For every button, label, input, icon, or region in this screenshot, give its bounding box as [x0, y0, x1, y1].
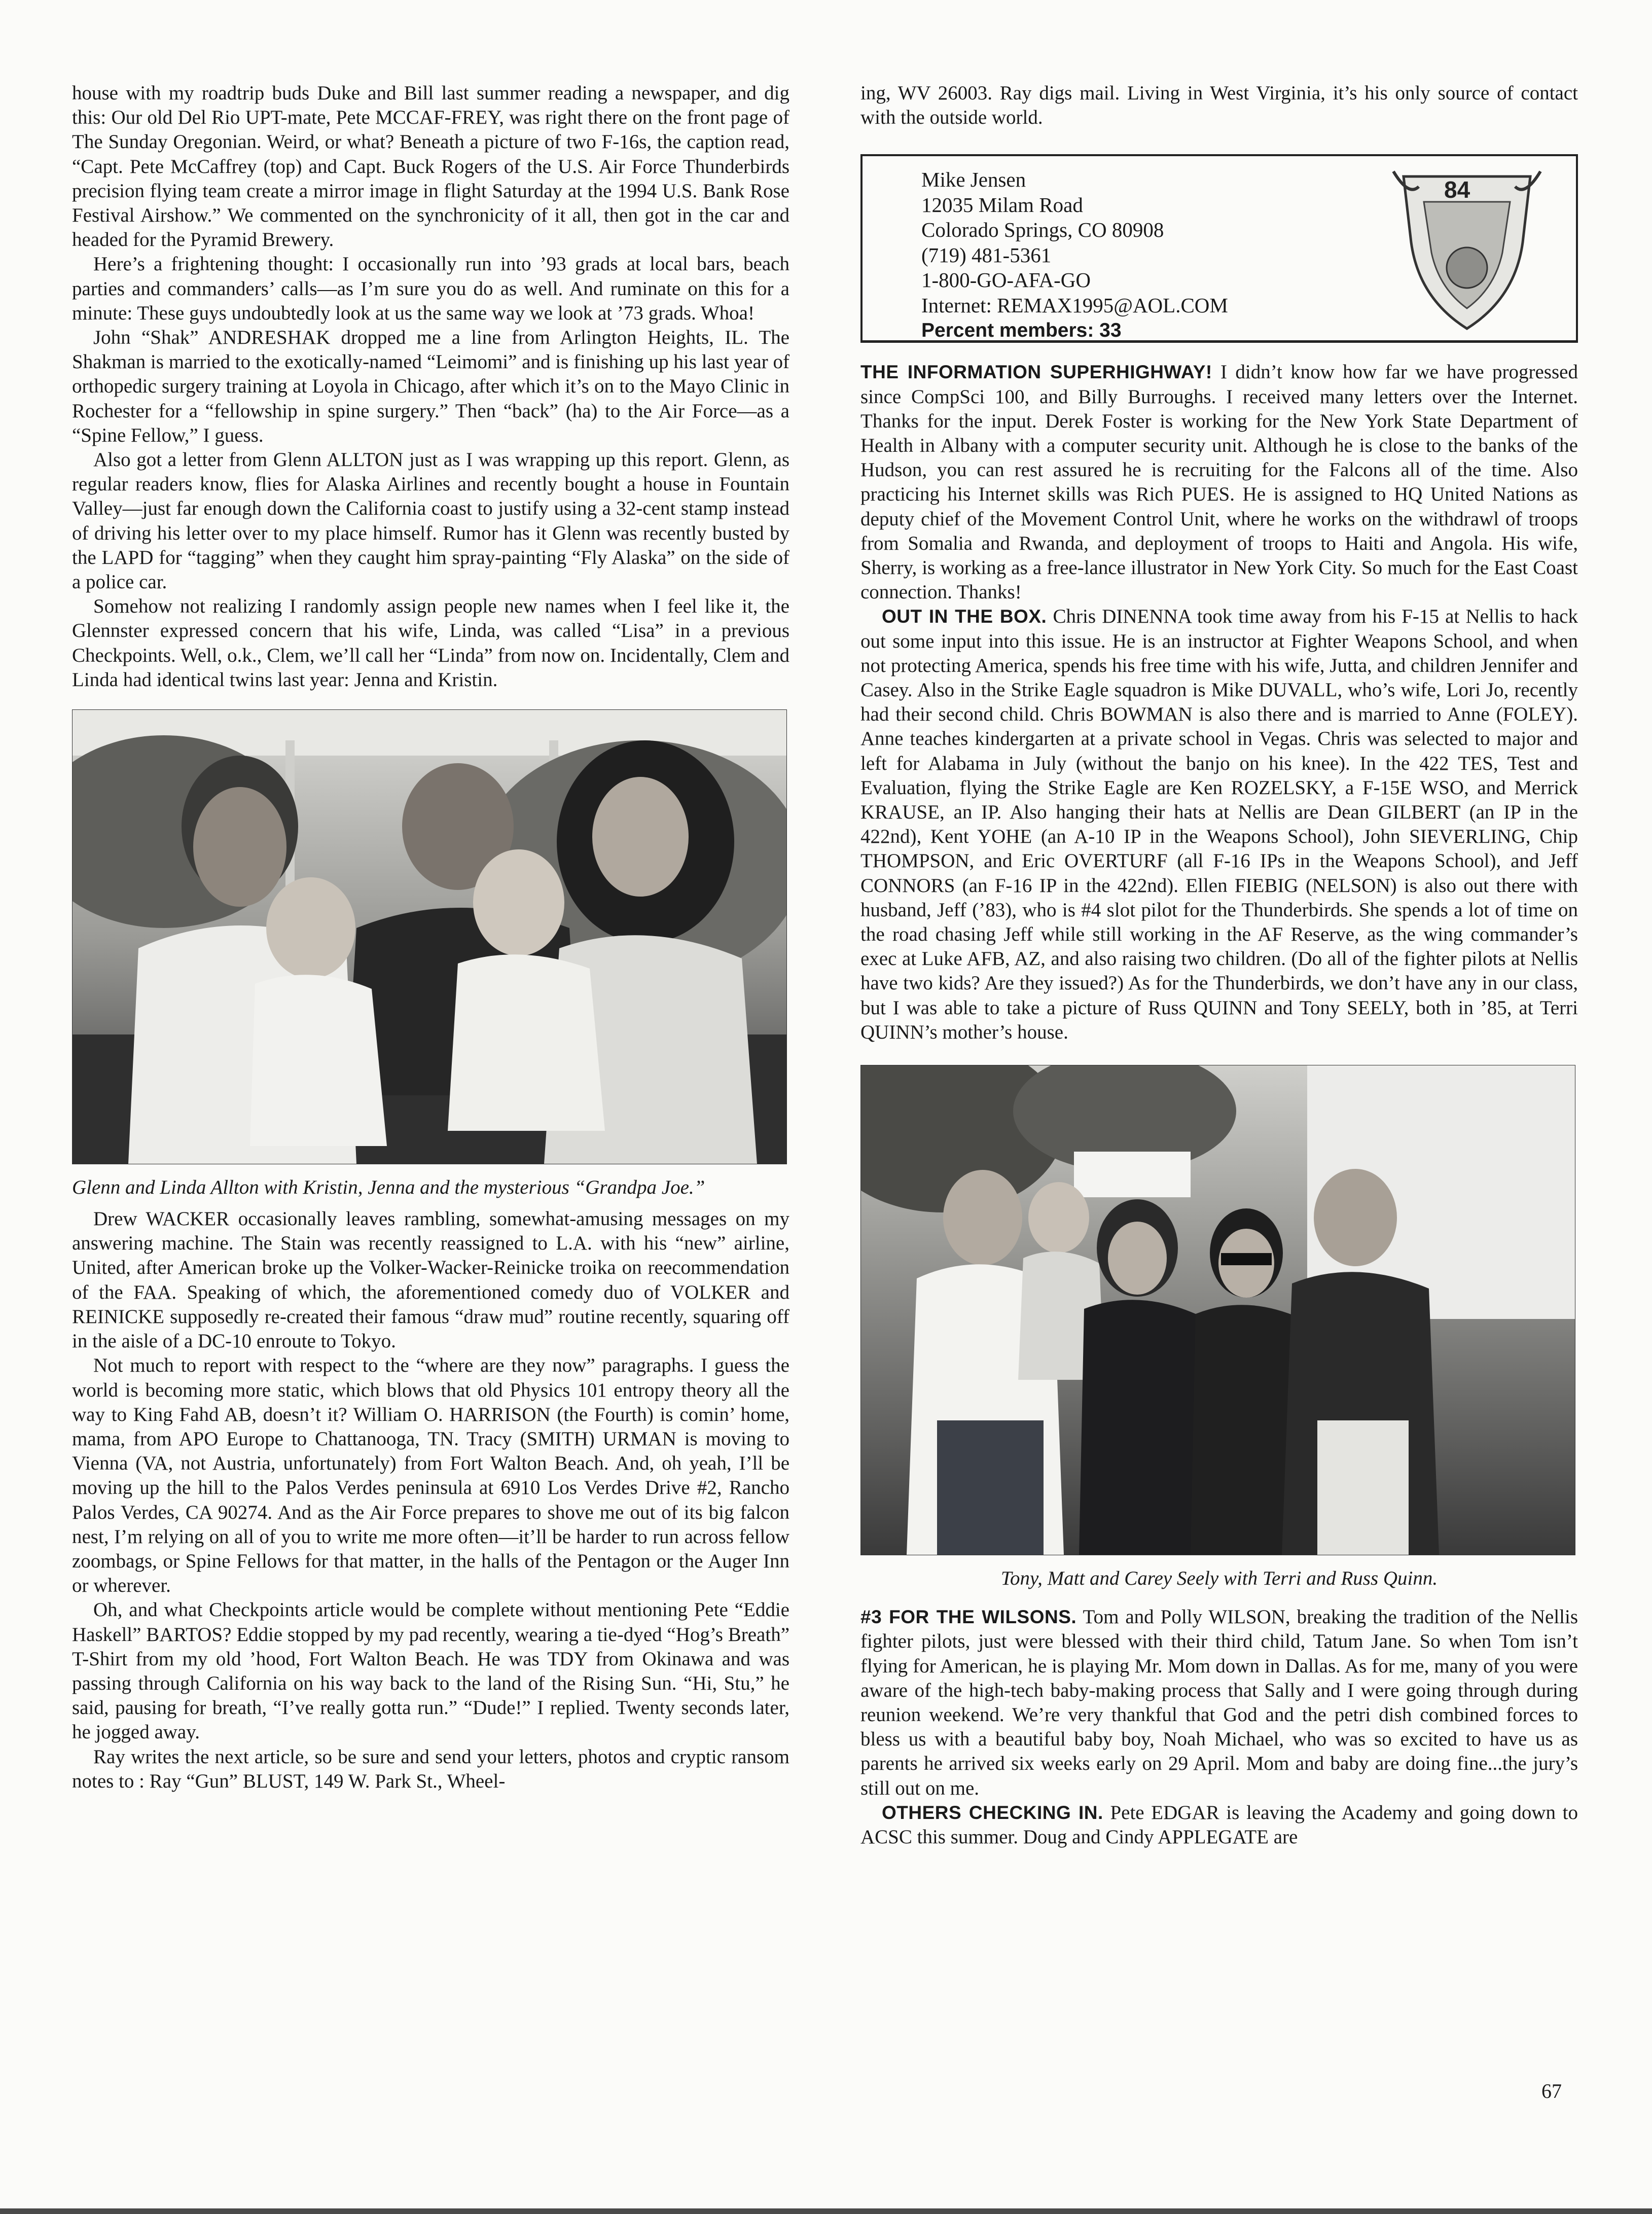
contact-internet: Internet: REMAX1995@AOL.COM — [921, 293, 1228, 317]
paragraph — [860, 1605, 1578, 1801]
paragraph — [860, 604, 1578, 1045]
percent-members: Percent members: 33 — [921, 319, 1122, 342]
paragraph: Somehow not realizing I randomly assign people new names when I feel like it, the Glennster expressed concern that his wife, Linda, was called “Lisa” in a previous Checkpoints. Well, o.k., Clem, we’ll call her “Linda” from now on. Incidentally, Clem and Linda had identical twins last year: Jenna and Kristin. — [72, 595, 789, 691]
contact-name: Mike Jensen — [921, 168, 1026, 192]
paragraph-body: Tom and Polly WILSON, breaking the tradition of the Nellis fighter pilots, just were blessed with their third child, Tatum Jane. So when Tom isn’t flying for American, he is playing Mr. Mom down in Dallas. As for me, many of you were aware of the high-tech baby-making process that Sally and I were going through during reunion weekend. We’re very thankful that God and the petri dish combined forces to bless us with a beautiful baby boy, Noah Michael, who was so excited to have us as parents he arrived six weeks early on 29 April. Mom and baby are doing fine...the jury’s still out on me. — [860, 1606, 1578, 1799]
paragraph — [860, 1801, 1578, 1849]
contact-city: Colorado Springs, CO 80908 — [921, 218, 1164, 242]
paragraph: Not much to report with respect to the “where are they now” paragraphs. I guess the world is becoming more static, which blows that old Physics 101 entropy theory all the way to King Fahd AB, doesn’t it? William O. HARRISON (the Fourth) is comin’ home, mama, from APO Europe to Chattanooga, TN. Tracy (SMITH) URMAN is moving to Vienna (VA, not Austria, unfortunately) from Fort Walton Beach. And, oh yeah, I’ll be moving up the hill to the Palos Verdes peninsula at 6910 Los Verdes Drive #2, Rancho Palos Verdes, CA 90274. And as the Air Force prepares to shove me out of its big falcon nest, I’m relying on all of you to write me more often—it’ll be harder to run across fellow zoombags, or Spine Fellows for that matter, in the halls of the Pentagon or the Auger Inn or wherever. — [72, 1354, 789, 1597]
photo-allton-family — [72, 709, 787, 1164]
paragraph-body: Chris DINENNA took time away from his F-15 at Nellis to hack out some input into this issue. He is an instructor at Fighter Weapons School, and when not protecting America, spends his free time with his wife, Jutta, and children Jennifer and Casey. Also in the Strike Eagle squadron is Mike DUVALL, who’s wife, Lori Jo, recently had their second child. Chris BOWMAN is also there and is married to Anne (FOLEY). Anne teaches kindergarten at a private school in Vegas. Chris was selected to major and left for Alabama in July (without the banjo on his knee). In the 422 TES, Test and Evaluation, flying the Strike Eagle are Ken ROZELSKY, a F-15E WSO, and Merrick KRAUSE, an IP. Also hanging their hats at Nellis are Dean GILBERT (an IP in the 422nd), Kent YOHE (an A-10 IP in the Weapons School), John SIEVERLING, Chip THOMPSON, and Eric OVERTURF (all F-16 IPs in the Weapons School), and Jeff CONNORS (an F-16 IP in the 422nd). Ellen FIEBIG (NELSON) is also out there with husband, Jeff (’83), who is #4 slot pilot for the Thunderbirds. She spends a lot of time on the road chasing Jeff while still working in the AF Reserve, as the wing commander’s exec at Luke AFB, AZ, and also raising two children. (Do all of the fighter pilots at Nellis have two kids? Are they issued?) As for the Thunderbirds, we don’t have any in our class, but I was able to take a picture of Russ QUINN and Tony SEELY, both in ’85, at Terri QUINN’s mother’s house. — [860, 605, 1578, 1043]
bottom-edge-rule — [0, 2208, 1652, 2214]
contact-info — [921, 167, 1228, 343]
paragraph-body: Pete EDGAR is leaving the Academy and going down to ACSC this summer. Doug and Cindy APPLEGATE are — [860, 1801, 1578, 1848]
paragraph: house with my roadtrip buds Duke and Bill last summer reading a newspaper, and dig this: Our old Del Rio UPT-mate, Pete MCCAF-FREY, was right there on the front page of The Sunday Oregonian. Weird, or what? Beneath a picture of two F-16s, the caption read, “Capt. Pete McCaffrey (top) and Capt. Buck Rogers of the U.S. Air Force Thunderbirds precision flying team create a mirror image in flight Saturday at the 1994 U.S. Bank Rose Festival Airshow.” We commented on the synchronicity of it all, then got in the car and headed for the Pyramid Brewery. — [72, 82, 789, 251]
section-heading: #3 FOR THE WILSONS. — [860, 1606, 1077, 1628]
paragraph: Drew WACKER occasionally leaves rambling, somewhat-amusing messages on my answering machine. The Stain was recently reassigned to L.A. with his “new” airline, United, after American broke up the Volker-Wacker-Reinicke troika on reecommendation of the FAA. Speaking of which, the aforementioned comedy duo of VOLKER and REINICKE supposedly re-created their famous “draw mud” routine recently, squaring off in the aisle of a DC-10 enroute to Tokyo. — [72, 1208, 789, 1352]
section-heading: THE INFORMATION SUPERHIGHWAY! — [860, 362, 1212, 383]
class-crest-icon — [1388, 166, 1546, 334]
paragraph: Also got a letter from Glenn ALLTON just as I was wrapping up this report. Glenn, as regular readers know, flies for Alaska Airlines and recently bought a house in Fountain Valley—just far enough down the California coast to justify using a 32-cent stamp instead of driving his letter over to my place himself. Rumor has it Glenn was recently busted by the LAPD for “tagging” when they caught him spray-painting “Fly Alaska” on the side of a police car. — [72, 449, 789, 593]
paragraph: Ray writes the next article, so be sure and send your letters, photos and cryptic ransom notes to : Ray “Gun” BLUST, 149 W. Park St., Wheel- — [72, 1745, 789, 1792]
left-column — [72, 81, 789, 1794]
crest-year: 84 — [1444, 176, 1470, 203]
paragraph: John “Shak” ANDRESHAK dropped me a line from Arlington Heights, IL. The Shakman is married to the exotically-named “Leimomi” and is finishing up his last year of orthopedic surgery training at Loyola in Chicago, after which it’s on to the Mayo Clinic in Rochester for a “fellowship in spine surgery.” Then “back” (ha) to the Air Force—as a “Spine Fellow,” I guess. — [72, 327, 789, 446]
photo-caption: Tony, Matt and Carey Seely with Terri and Russ Quinn. — [1000, 1567, 1438, 1590]
paragraph: ing, WV 26003. Ray digs mail. Living in West Virginia, it’s his only source of contact with the outside world. — [860, 82, 1578, 129]
right-column — [860, 81, 1578, 1849]
section-heading: OTHERS CHECKING IN. — [882, 1802, 1103, 1823]
paragraph — [860, 360, 1578, 604]
contact-tollfree: 1-800-GO-AFA-GO — [921, 268, 1091, 292]
photo-seely-quinn — [860, 1065, 1575, 1555]
class-secretary-box — [860, 154, 1578, 343]
paragraph: Here’s a frightening thought: I occasionally run into ’93 grads at local bars, beach parties and commanders’ calls—as I’m sure you do as well. And ruminate on this for a minute: These guys undoubtedly look at us the same way we look at ’73 grads. Whoa! — [72, 253, 789, 324]
paragraph-body: I didn’t know how far we have progressed since CompSci 100, and Billy Burroughs. I received many letters over the Internet. Thanks for the input. Derek Foster is working for the New York State Department of Health in Albany with a computer security unit. Although he is close to the banks of the Hudson, you can rest assured he is recruiting for the Falcons all of the time. Also practicing his Internet skills was Rich PUES. He is assigned to HQ United Nations as deputy chief of the Movement Control Unit, where he works on the withdrawl of troops from Somalia and Rwanda, and deployment of troops to Haiti and Angola. His wife, Sherry, is working as a free-lance illustrator in New York City. So much for the East Coast connection. Thanks! — [860, 361, 1578, 603]
paragraph: Oh, and what Checkpoints article would be complete without mentioning Pete “Eddie Haskell” BARTOS? Eddie stopped by my pad recently, wearing a tie-dyed “Hog’s Breath” T-Shirt from my old ’hood, Fort Walton Beach. He was TDY from Okinawa and was passing through California on his way back to the land of the Rising Sun. “Hi, Stu,” he said, pausing for breath, “I’ve really gotta run.” “Dude!” I replied. Twenty seconds later, he jogged away. — [72, 1599, 789, 1743]
page-number: 67 — [1541, 2080, 1562, 2102]
section-heading: OUT IN THE BOX. — [882, 606, 1047, 627]
photo-caption: Glenn and Linda Allton with Kristin, Jenna and the mysterious “Grandpa Joe.” — [72, 1176, 705, 1199]
family-photo-image — [73, 710, 786, 1164]
contact-street: 12035 Milam Road — [921, 193, 1083, 217]
group-photo-image — [861, 1065, 1575, 1555]
contact-phone: (719) 481-5361 — [921, 243, 1052, 267]
